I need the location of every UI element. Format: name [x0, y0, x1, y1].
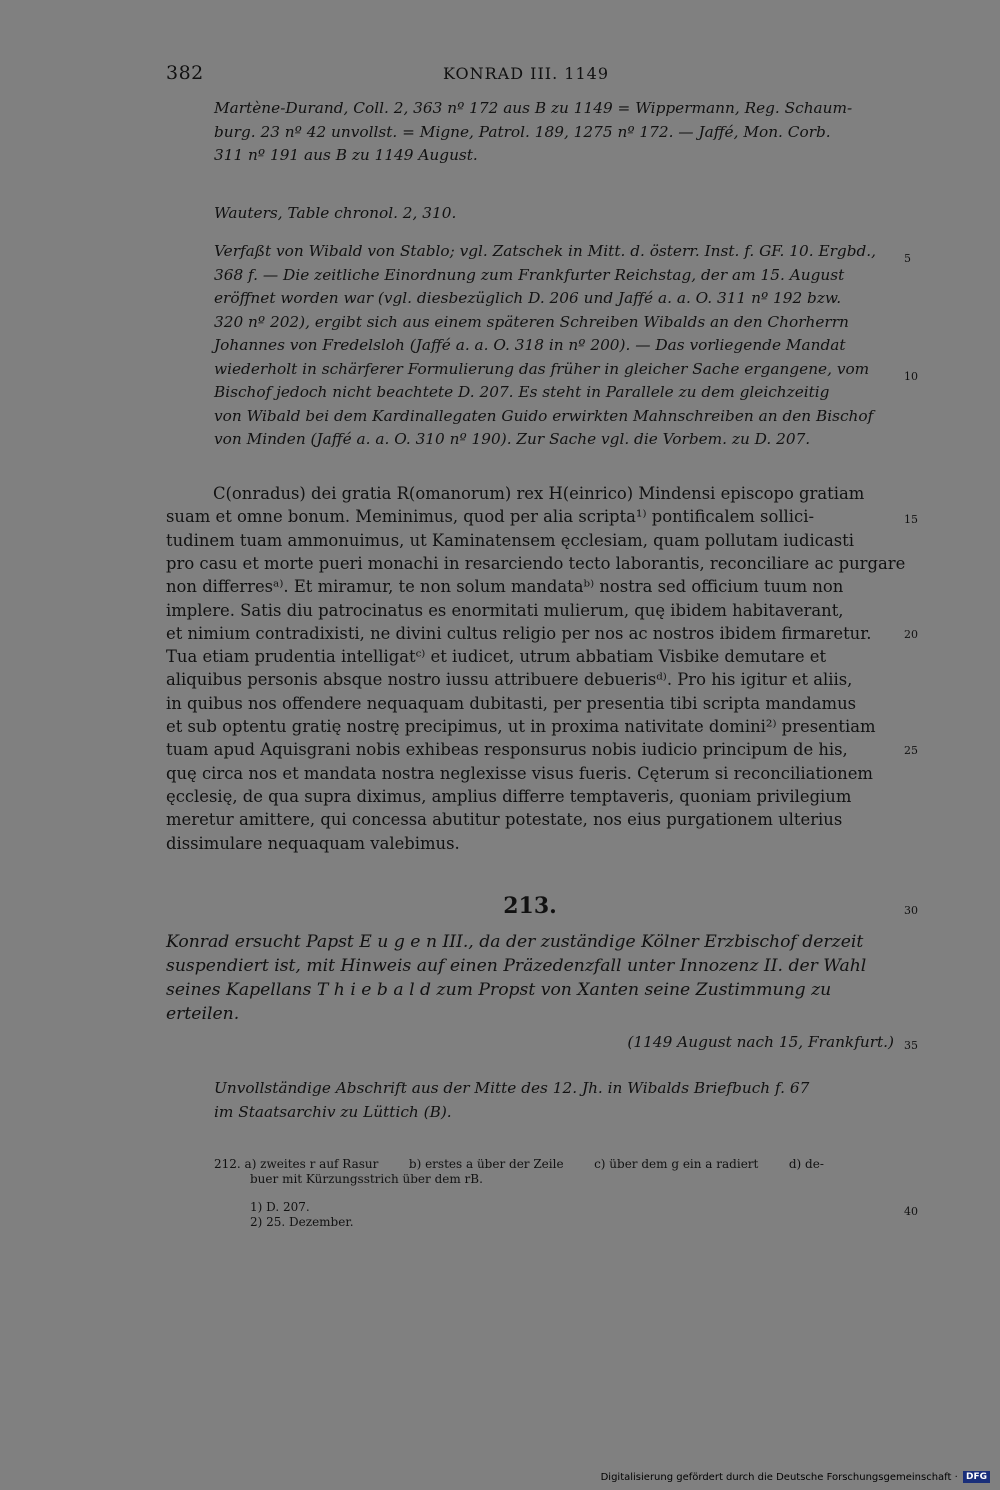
footer-text: Digitalisierung gefördert durch die Deutsche Forschungsgemeinschaft ·	[600, 1472, 958, 1483]
regest-line: Konrad ersucht Papst E u g e n III., da der zuständige Kölner Erzbischof derzeit	[166, 932, 864, 952]
sources-line: burg. 23 nº 42 unvollst. = Migne, Patrol. 189, 1275 nº 172. — Jaffé, Mon. Corb.	[214, 122, 831, 141]
commentary-line: wiederholt in schärferer Formulierung das früher in gleicher Sache ergangene, vom	[214, 359, 870, 378]
main-text-block	[166, 482, 906, 857]
dating-block	[540, 1031, 894, 1055]
main-text-line: tudinem tuam ammonuimus, ut Kaminatensem ęcclesiam, quam pollutam iudicasti	[166, 530, 854, 550]
main-text-line: pro casu et morte pueri monachi in resarciendo tecto laborantis, reconciliare ac purgare	[166, 553, 906, 573]
main-text-line: aliquibus personis absque nostro iussu attribuere debuerisᵈ⁾. Pro his igitur et aliis,	[166, 670, 853, 690]
commentary-line: eröffnet worden war (vgl. diesbezüglich D. 206 und Jaffé a. a. O. 311 nº 192 bzw.	[214, 289, 842, 307]
transmission-line: im Staatsarchiv zu Lüttich (B).	[214, 1102, 452, 1121]
main-text-line: non differresᵃ⁾. Et miramur, te non solum mandataᵇ⁾ nostra sed officium tuum non	[166, 577, 844, 597]
line-number: 25	[904, 744, 918, 757]
main-text-line: Tua etiam prudentia intelligatᶜ⁾ et iudicet, utrum abbatiam Visbike demutare et	[166, 647, 827, 667]
apparatus-block	[214, 1157, 894, 1189]
main-text-line: quę circa nos et mandata nostra neglexisse visus fueris. Cęterum si reconciliationem	[166, 763, 873, 783]
line-number: 20	[904, 628, 918, 641]
line-number: 10	[904, 370, 918, 383]
wauters-line: Wauters, Table chronol. 2, 310.	[214, 204, 457, 222]
dfg-logo-icon: DFG	[963, 1471, 990, 1483]
transmission-block	[214, 1077, 894, 1127]
running-head: KONRAD III. 1149	[442, 64, 609, 83]
main-text-line: meretur amittere, qui concessa abutitur potestate, nos eius purgationem ulterius	[166, 810, 843, 830]
main-text-line: C(onradus) dei gratia R(omanorum) rex H(einrico) Mindensi episcopo gratiam	[213, 484, 865, 503]
commentary-line: von Wibald bei dem Kardinallegaten Guido erwirkten Mahnschreiben an den Bischof	[214, 406, 874, 425]
line-number: 35	[904, 1039, 918, 1052]
page-number: 382	[166, 62, 204, 84]
apparatus-line: buer mit Kürzungsstrich über dem rB.	[250, 1172, 483, 1186]
sources-line: Martène-Durand, Coll. 2, 363 nº 172 aus B zu 1149 = Wippermann, Reg. Schaum-	[214, 99, 853, 117]
regest-line: seines Kapellans T h i e b a l d zum Propst von Xanten seine Zustimmung zu	[166, 980, 832, 1000]
main-text-line: et nimium contradixisti, ne divini cultus religio per nos ac nostros ibidem firmaretur.	[166, 623, 872, 643]
commentary-line: Bischof jedoch nicht beachtete D. 207. Es steht in Parallele zu dem gleichzeitig	[214, 383, 830, 401]
main-text-line: in quibus nos offendere nequaquam dubitasti, per presentia tibi scripta mandamus	[166, 693, 857, 713]
main-text-line: et sub optentu gratię nostrę precipimus, ut in proxima nativitate domini²⁾ presentiam	[166, 717, 876, 736]
line-number: 15	[904, 513, 918, 526]
regest-block	[166, 930, 894, 1030]
main-text-line: implere. Satis diu patrocinatus es enormitati mulierum, quę ibidem habitaverant,	[166, 600, 844, 620]
commentary-line: von Minden (Jaffé a. a. O. 310 nº 190). Zur Sache vgl. die Vorbem. zu D. 207.	[214, 430, 811, 448]
apparatus-line: 212. a) zweites r auf Rasur b) erstes a über der Zeile c) über dem g ein a radiert d) de-	[214, 1157, 824, 1171]
commentary-line: Verfaßt von Wibald von Stablo; vgl. Zatschek in Mitt. d. österr. Inst. f. GF. 10. Ergbd.,	[214, 242, 877, 260]
document-number: 213.	[503, 893, 557, 919]
sources-block	[214, 97, 894, 169]
wauters-citation	[214, 202, 894, 226]
main-text-line: suam et omne bonum. Meminimus, quod per alia scripta¹⁾ pontificalem sollici-	[166, 507, 815, 527]
dating-line: (1149 August nach 15, Frankfurt.)	[627, 1033, 894, 1051]
transmission-line: Unvollständige Abschrift aus der Mitte des 12. Jh. in Wibalds Briefbuch f. 67	[214, 1079, 810, 1097]
footnotes-block	[250, 1200, 650, 1232]
regest-line: erteilen.	[166, 1004, 240, 1024]
main-text-line: ęcclesię, de qua supra diximus, amplius differre temptaveris, quoniam privilegium	[166, 786, 852, 806]
footnote-2: 2) 25. Dezember.	[250, 1215, 354, 1229]
commentary-line: Johannes von Fredelsloh (Jaffé a. a. O. 318 in nº 200). — Das vorliegende Mandat	[214, 336, 846, 354]
main-text-line: dissimulare nequaquam valebimus.	[166, 833, 460, 853]
commentary-line: 368 f. — Die zeitliche Einordnung zum Frankfurter Reichstag, der am 15. August	[214, 265, 845, 284]
commentary-block	[214, 240, 894, 455]
line-number: 30	[904, 904, 918, 917]
digitization-footer	[601, 1471, 990, 1483]
regest-line: suspendiert ist, mit Hinweis auf einen Präzedenzfall unter Innozenz II. der Wahl	[166, 956, 867, 976]
sources-line: 311 nº 191 aus B zu 1149 August.	[214, 146, 478, 164]
main-text-line: tuam apud Aquisgrani nobis exhibeas responsurus nobis iudicio principum de his,	[166, 740, 848, 760]
commentary-line: 320 nº 202), ergibt sich aus einem späteren Schreiben Wibalds an den Chorherrn	[214, 312, 849, 331]
page-header	[166, 62, 894, 88]
line-number: 40	[904, 1205, 918, 1218]
line-number: 5	[904, 252, 911, 265]
footnote-1: 1) D. 207.	[250, 1200, 310, 1214]
